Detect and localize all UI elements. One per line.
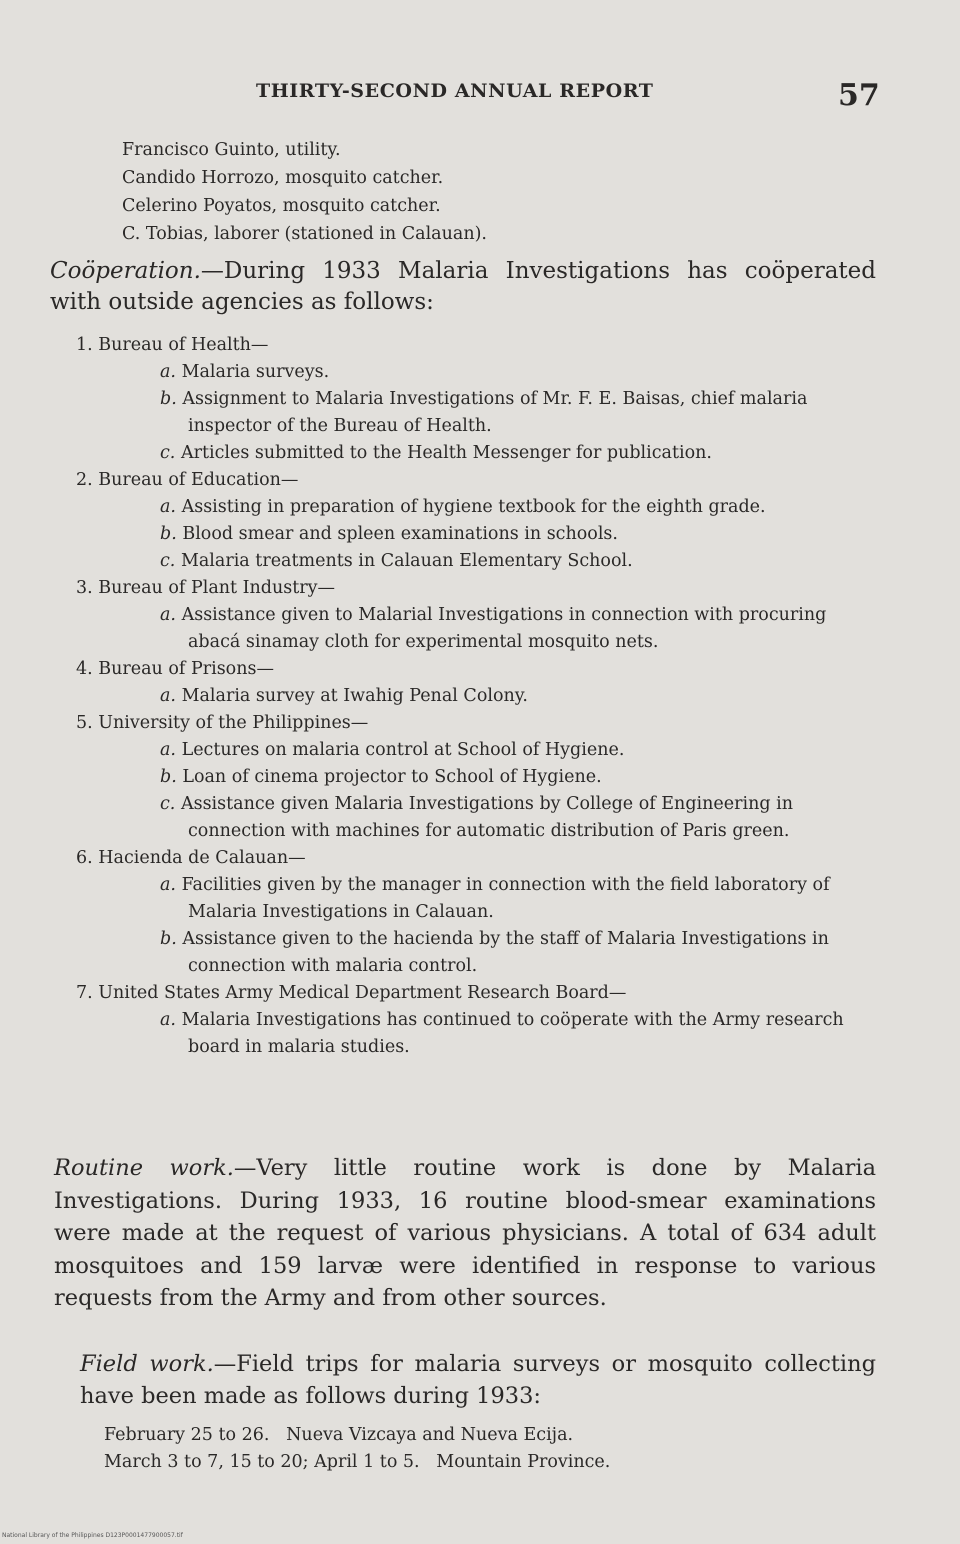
agency-subitem — [76, 602, 876, 656]
field-work-text: —Field trips for malaria surveys or mosquito collecting have been made as follows during 1933: — [80, 1351, 876, 1409]
agency-item — [76, 575, 876, 656]
subitem-letter: c. — [160, 794, 176, 814]
field-trip-line: February 25 to 26. Nueva Vizcaya and Nueva Ecija. — [104, 1425, 574, 1445]
subitem-letter: a. — [160, 740, 176, 760]
agency-label: 3. Bureau of Plant Industry— — [76, 578, 336, 598]
agency-item — [76, 656, 876, 710]
field-trip-line: March 3 to 7, 15 to 20; April 1 to 5. Mountain Province. — [104, 1452, 611, 1472]
subitem-text: Articles submitted to the Health Messenger for publication. — [180, 443, 712, 463]
agency-item — [76, 710, 876, 845]
subitem-letter: b. — [160, 524, 177, 544]
subitem-letter: a. — [160, 605, 176, 625]
subitem-text: Facilities given by the manager in connection with the field laboratory of Malaria Investigations in Calauan. — [181, 875, 830, 922]
agency-subitem — [76, 764, 876, 791]
agency-item — [76, 332, 876, 467]
cooperation-heading: Coöperation. — [50, 258, 201, 284]
agency-subitem — [76, 548, 876, 575]
subitem-letter: a. — [160, 686, 176, 706]
subitem-letter: b. — [160, 767, 177, 787]
subitem-letter: c. — [160, 443, 176, 463]
agency-label: 5. University of the Philippines— — [76, 713, 369, 733]
staff-line: Candido Horrozo, mosquito catcher. — [122, 168, 444, 188]
running-header: THIRTY-SECOND ANNUAL REPORT — [256, 80, 654, 102]
staff-line: C. Tobias, laborer (stationed in Calauan). — [122, 224, 487, 244]
cooperation-text: —During 1933 Malaria Investigations has coöperated with outside agencies as follows: — [50, 258, 876, 315]
agency-subitem — [76, 359, 876, 386]
agency-subitem — [76, 440, 876, 467]
subitem-text: Assistance given to Malarial Investigations in connection with procuring abacá sinamay cloth for experimental mosquito nets. — [181, 605, 827, 652]
agency-label: 2. Bureau of Education— — [76, 470, 299, 490]
agency-label: 7. United States Army Medical Department Research Board— — [76, 983, 627, 1003]
agency-subitem — [76, 521, 876, 548]
field-work-paragraph — [80, 1348, 876, 1412]
staff-line: Francisco Guinto, utility. — [122, 140, 341, 160]
page-number: 57 — [838, 78, 880, 113]
staff-line: Celerino Poyatos, mosquito catcher. — [122, 196, 441, 216]
agency-subitem — [76, 494, 876, 521]
scan-footer: National Library of the Philippines D123P0001477900057.tif — [2, 1532, 183, 1539]
subitem-letter: b. — [160, 929, 177, 949]
subitem-letter: b. — [160, 389, 177, 409]
agency-label: 1. Bureau of Health— — [76, 335, 269, 355]
agency-subitem — [76, 386, 876, 440]
subitem-letter: a. — [160, 497, 176, 517]
subitem-text: Assisting in preparation of hygiene textbook for the eighth grade. — [181, 497, 766, 517]
subitem-text: Malaria Investigations has continued to coöperate with the Army research board in malaria studies. — [181, 1010, 844, 1057]
agency-subitem — [76, 737, 876, 764]
routine-work-text: —Very little routine work is done by Malaria Investigations. During 1933, 16 routine blood-smear examinations were made at the request of various physicians. A total of 634 adult mosquitoes and 159 larvæ were identified in response to various requests from the Army and from other sources. — [54, 1155, 876, 1311]
subitem-text: Loan of cinema projector to School of Hygiene. — [182, 767, 602, 787]
subitem-text: Malaria survey at Iwahig Penal Colony. — [181, 686, 528, 706]
subitem-letter: a. — [160, 1010, 176, 1030]
routine-work-heading: Routine work. — [54, 1155, 234, 1181]
subitem-letter: a. — [160, 875, 176, 895]
agency-subitem — [76, 872, 876, 926]
subitem-letter: c. — [160, 551, 176, 571]
staff-list — [122, 136, 487, 248]
subitem-text: Malaria treatments in Calauan Elementary School. — [180, 551, 633, 571]
agency-subitem — [76, 683, 876, 710]
routine-work-paragraph — [54, 1152, 876, 1315]
agency-label: 6. Hacienda de Calauan— — [76, 848, 306, 868]
agency-list — [76, 332, 876, 1061]
field-work-heading: Field work. — [80, 1351, 214, 1377]
agency-subitem — [76, 791, 876, 845]
agency-subitem — [76, 926, 876, 980]
subitem-text: Assistance given to the hacienda by the staff of Malaria Investigations in connection with malaria control. — [182, 929, 829, 976]
subitem-text: Lectures on malaria control at School of Hygiene. — [181, 740, 625, 760]
agency-item — [76, 845, 876, 980]
agency-label: 4. Bureau of Prisons— — [76, 659, 274, 679]
subitem-text: Assistance given Malaria Investigations by College of Engineering in connection with machines for automatic distribution of Paris green. — [180, 794, 793, 841]
subitem-text: Assignment to Malaria Investigations of Mr. F. E. Baisas, chief malaria inspector of the Bureau of Health. — [182, 389, 808, 436]
cooperation-paragraph — [50, 256, 876, 318]
subitem-letter: a. — [160, 362, 176, 382]
field-trip-list — [104, 1422, 610, 1476]
agency-item — [76, 980, 876, 1061]
subitem-text: Malaria surveys. — [181, 362, 330, 382]
agency-item — [76, 467, 876, 575]
agency-subitem — [76, 1007, 876, 1061]
subitem-text: Blood smear and spleen examinations in schools. — [182, 524, 618, 544]
